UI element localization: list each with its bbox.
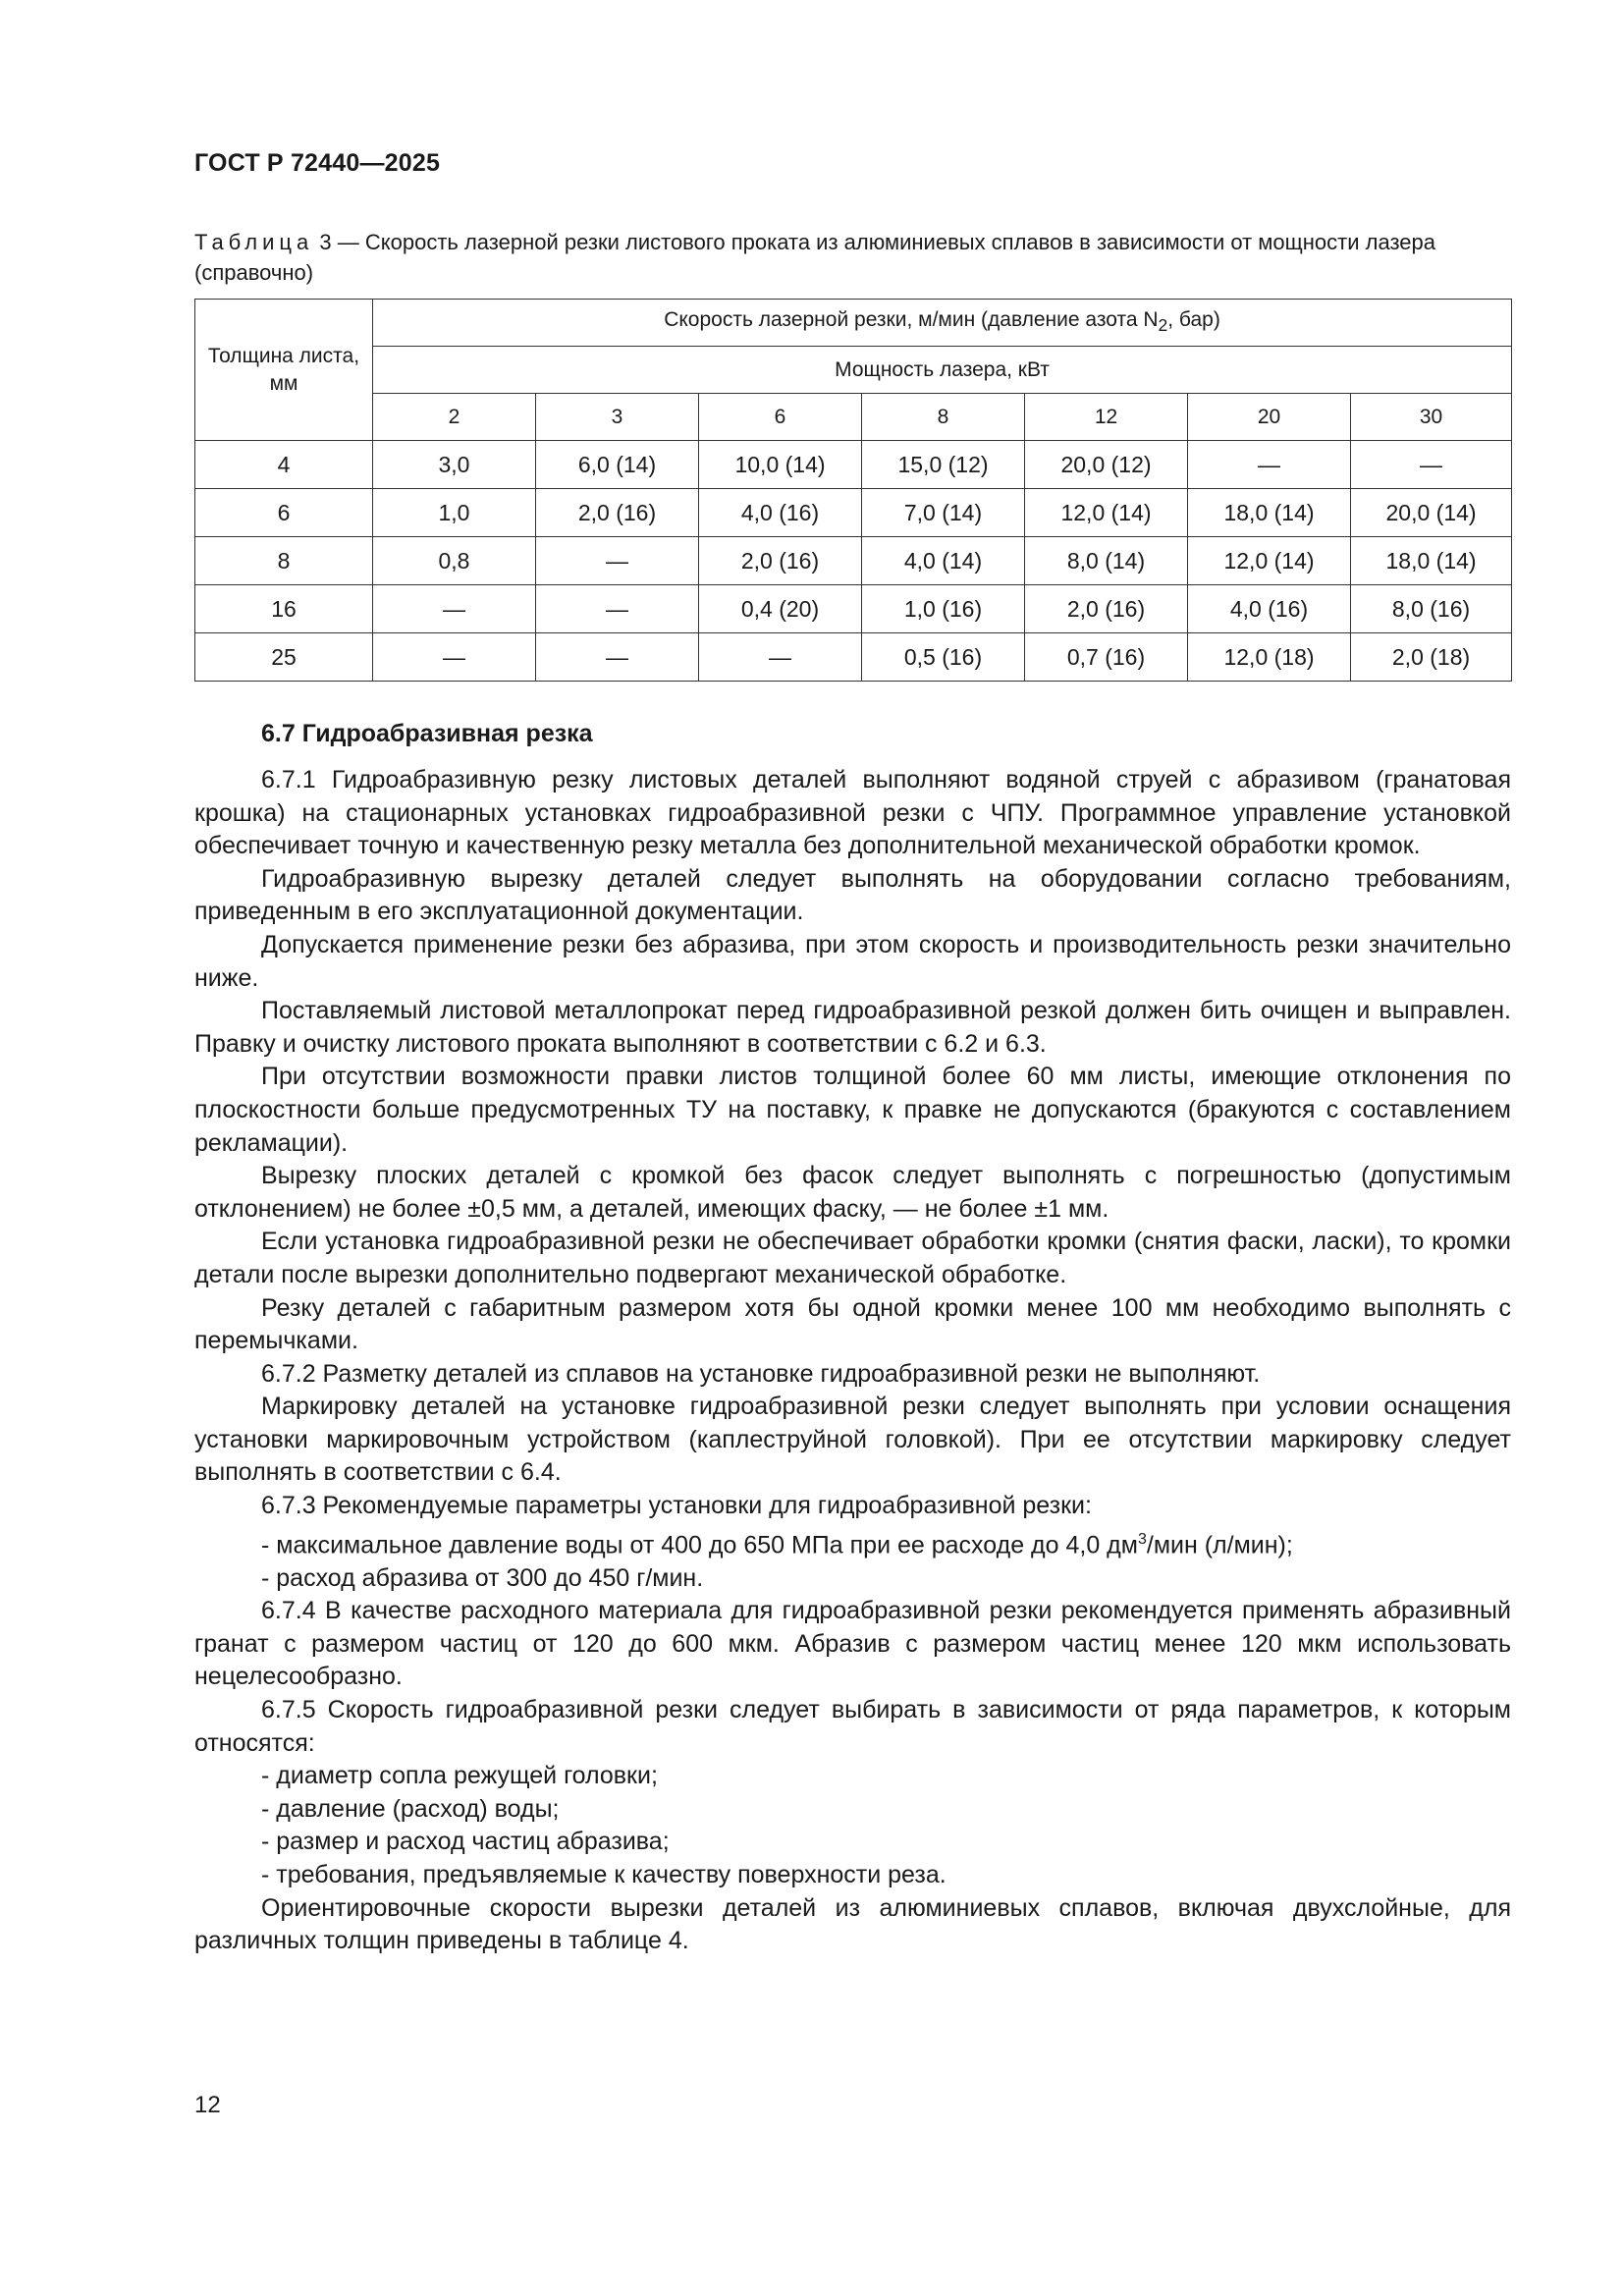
speed-cell: 0,5 (16) [862,633,1025,682]
speed-cell: 12,0 (18) [1188,633,1351,682]
speed-cell: 18,0 (14) [1188,489,1351,537]
paragraph-text: - расход абразива от 300 до 450 г/мин. [261,1563,704,1592]
speed-cell: 0,7 (16) [1025,633,1188,682]
superscript: 3 [1137,1530,1147,1548]
speed-cell: 4,0 (14) [862,537,1025,585]
speed-header-subscript: 2 [1158,315,1168,336]
table-row [195,441,1512,489]
speed-cell: 6,0 (14) [536,441,699,489]
thickness-cell: 16 [195,585,373,633]
speed-cell: 2,0 (16) [1025,585,1188,633]
paragraph [194,863,1511,929]
speed-cell: — [536,633,699,682]
thickness-cell: 8 [195,537,373,585]
list-item [194,1826,1511,1859]
thickness-header: Толщина листа, мм [195,300,373,441]
page-number: 12 [194,2092,221,2118]
paragraph [194,1061,1511,1160]
paragraph-text: - максимальное давление воды от 400 до 650 МПа при ее расходе до 4,0 дм [261,1530,1138,1558]
paragraph [194,1595,1511,1694]
power-column-header: 2 [373,394,536,441]
speed-header-tail: , бар) [1167,308,1220,332]
speed-cell: 8,0 (14) [1025,537,1188,585]
speed-cell: 2,0 (18) [1351,633,1512,682]
list-item [194,1562,1511,1596]
table-row [195,585,1512,633]
paragraph-text: 6.7.4 В качестве расходного материала для гидроабразивной резки рекомендуется применять абразивный гранат с размером частиц от 120 до 600 мкм. Абразив с размером частиц менее 120 мкм использовать нецелесообразно. [194,1597,1511,1691]
speed-cell: — [536,585,699,633]
thickness-cell: 4 [195,441,373,489]
paragraph [194,995,1511,1061]
paragraph-text: 6.7.1 Гидроабразивную резку листовых деталей выполняют водяной струей с абразивом (гранатовая крошка) на стационарных установках гидроабразивной резки с ЧПУ. Программное управление установкой обеспечивает точную и качественную резку металла без дополнительной механической обработки кромок. [194,766,1511,860]
paragraph [194,764,1511,863]
paragraph-text: Резку деталей с габаритным размером хотя бы одной кромки менее 100 мм необходимо выполнять с перемычками. [194,1293,1511,1355]
speed-cell: — [699,633,862,682]
table-caption-text: — Скорость лазерной резки листового проката из алюминиевых сплавов в зависимости от мощности лазера (справочно) [194,230,1435,285]
speed-cell: — [1351,441,1512,489]
paragraph-text: Если установка гидроабразивной резки не обеспечивает обработки кромки (снятия фаски, ласки), то кромки детали после вырезки дополнительно подвергают механической обработке. [194,1228,1511,1288]
paragraph [194,929,1511,995]
speed-cell: 20,0 (12) [1025,441,1188,489]
speed-cell: 12,0 (14) [1188,537,1351,585]
paragraph [194,1391,1511,1490]
speed-cell: 0,8 [373,537,536,585]
section-body [194,717,1511,1958]
paragraph-text: 6.7.5 Скорость гидроабразивной резки следует выбирать в зависимости от ряда параметров, к которым относятся: [194,1695,1511,1757]
paragraph-text-tail: /мин (л/мин); [1146,1530,1293,1558]
paragraph [194,1292,1511,1358]
speed-cell: — [1188,441,1351,489]
document-header: ГОСТ Р 72440—2025 [194,149,441,177]
speed-cell: 2,0 (16) [536,489,699,537]
paragraph-list [194,764,1511,1958]
speed-cell: 0,4 (20) [699,585,862,633]
paragraph-text: - диаметр сопла режущей головки; [261,1762,658,1790]
power-column-header: 12 [1025,394,1188,441]
power-column-header: 20 [1188,394,1351,441]
speed-cell: 3,0 [373,441,536,489]
paragraph [194,1490,1511,1523]
laser-speed-table [194,299,1512,682]
table-caption [194,227,1510,288]
power-column-header: 8 [862,394,1025,441]
table-caption-label: Таблица [194,230,314,254]
paragraph-text: Маркировку деталей на установке гидроабразивной резки следует выполнять при условии оснащения установки маркировочным устройством (каплеструйной головкой). При ее отсутствии маркировку следует выполнять в соответствии с 6.4. [194,1393,1511,1487]
paragraph-text: 6.7.3 Рекомендуемые параметры установки для гидроабразивной резки: [261,1492,1092,1520]
paragraph-text: Вырезку плоских деталей с кромкой без фасок следует выполнять с погрешностью (допустимым отклонением) не более ±0,5 мм, а деталей, имеющих фаску, — не более ±1 мм. [194,1162,1511,1223]
paragraph-text: Гидроабразивную вырезку деталей следует выполнять на оборудовании согласно требованиям, приведенным в его эксплуатационной документации. [194,864,1511,926]
list-item [194,1793,1511,1827]
speed-cell: 15,0 (12) [862,441,1025,489]
list-item [194,1760,1511,1793]
speed-cell: — [536,537,699,585]
power-column-header: 30 [1351,394,1512,441]
table-caption-number: 3 [313,230,332,254]
speed-cell: 4,0 (16) [1188,585,1351,633]
speed-cell: 20,0 (14) [1351,489,1512,537]
speed-cell: 1,0 (16) [862,585,1025,633]
speed-cell: 7,0 (14) [862,489,1025,537]
paragraph-text: - требования, предъявляемые к качеству поверхности реза. [261,1860,947,1888]
list-item [194,1523,1511,1562]
speed-cell: 18,0 (14) [1351,537,1512,585]
list-item [194,1859,1511,1892]
thickness-cell: 25 [195,633,373,682]
speed-header [373,300,1512,347]
speed-cell: 4,0 (16) [699,489,862,537]
speed-cell: 10,0 (14) [699,441,862,489]
paragraph-text: Поставляемый листовой металлопрокат перед гидроабразивной резкой должен бить очищен и выправлен. Правку и очистку листового проката выполняют в соответствии с 6.2 и 6.3. [194,997,1511,1058]
power-column-header: 6 [699,394,862,441]
speed-cell: — [373,585,536,633]
paragraph [194,1160,1511,1226]
paragraph-text: - давление (расход) воды; [261,1794,560,1823]
speed-cell: 8,0 (16) [1351,585,1512,633]
power-header: Мощность лазера, кВт [373,347,1512,394]
paragraph-text: 6.7.2 Разметку деталей из сплавов на установке гидроабразивной резки не выполняют. [261,1359,1261,1388]
section-title: 6.7 Гидроабразивная резка [261,720,593,747]
paragraph-text: Ориентировочные скорости вырезки деталей из алюминиевых сплавов, включая двухслойные, для различных толщин приведены в таблице 4. [194,1893,1511,1955]
paragraph-text: При отсутствии возможности правки листов толщиной более 60 мм листы, имеющие отклонения по плоскостности больше предусмотренных ТУ на поставку, к правке не допускаются (бракуются с составлением рекламации). [194,1063,1511,1157]
speed-cell: 2,0 (16) [699,537,862,585]
paragraph [194,1226,1511,1291]
table-row [195,633,1512,682]
table-row [195,537,1512,585]
paragraph-text: - размер и расход частиц абразива; [261,1828,670,1856]
table-row [195,489,1512,537]
speed-cell: 1,0 [373,489,536,537]
paragraph-text: Допускается применение резки без абразива, при этом скорость и производительность резки значительно ниже. [194,930,1511,992]
paragraph [194,1358,1511,1392]
speed-cell: 12,0 (14) [1025,489,1188,537]
thickness-cell: 6 [195,489,373,537]
speed-header-main: Скорость лазерной резки, м/мин (давление азота N [664,308,1159,332]
power-column-header: 3 [536,394,699,441]
speed-cell: — [373,633,536,682]
paragraph [194,1694,1511,1760]
paragraph [194,1892,1511,1958]
